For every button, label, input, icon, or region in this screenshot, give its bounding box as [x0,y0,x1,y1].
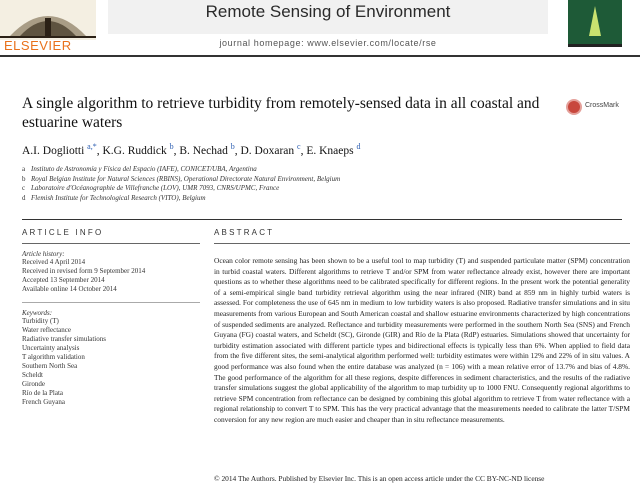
author-name[interactable]: K.G. Ruddick [102,144,167,157]
affiliation-item: a Instituto de Astronomía y Física del Espacio (IAFE), CONICET/UBA, Argentina [22,165,257,173]
history-item: Received 4 April 2014 [22,258,86,266]
author-name[interactable]: E. Knaeps [306,144,354,157]
elsevier-logo[interactable] [0,0,96,54]
author-name[interactable]: D. Doxaran [240,144,295,157]
keywords-list [22,317,200,407]
journal-header [0,0,640,56]
keywords-label: Keywords: [22,309,53,317]
article-history-list [22,258,200,294]
author-affiliation-link[interactable]: b [169,142,174,151]
affiliation-item: c Laboratoire d'Océanographie de Villefranche (LOV), UMR 7093, CNRS/UPMC, France [22,184,280,192]
keyword-item[interactable]: Southern North Sea [22,362,78,370]
cover-graphic [589,6,601,36]
keyword-item[interactable]: Turbidity (T) [22,317,59,325]
keyword-item[interactable]: Water reflectance [22,326,71,334]
history-item: Accepted 13 September 2014 [22,276,105,284]
crossmark-label: CrossMark [585,102,619,109]
article-history-label: Article history: [22,250,65,258]
heading-rule [214,243,630,244]
keyword-item[interactable]: Radiative transfer simulations [22,335,106,343]
history-item: Available online 14 October 2014 [22,285,117,293]
article-info-heading: ARTICLE INFO [22,228,104,237]
author-name[interactable]: A.I. Dogliotti [22,144,85,157]
header-divider [0,55,640,57]
author-list: A.I. Dogliotti $^{a,*}$, K.G. Ruddick $^b$, B. Nechad $^b$, D. Doxaran $^c$, E. Knaeps $^d$ [22,142,361,157]
keyword-item[interactable]: French Guyana [22,398,65,406]
article-title: A single algorithm to retrieve turbidity from remotely-sensed data in all coastal and estuarine waters [22,95,540,131]
section-divider [22,219,622,220]
affiliation-item: b Royal Belgian Institute for Natural Sciences (RBINS), Operational Directorate Natural Environment, Belgium [22,174,341,183]
author-affiliation-link[interactable]: a,* [87,142,97,151]
journal-title-band [108,0,548,34]
journal-cover-thumbnail[interactable] [568,0,622,47]
author-affiliation-link[interactable]: c [297,142,301,151]
abstract-panel [214,228,630,426]
keyword-item[interactable]: Gironde [22,380,45,388]
author-affiliation-link[interactable]: d [356,142,361,151]
info-separator [22,302,200,303]
crossmark-icon [566,99,582,115]
affiliation-list [22,165,622,203]
keyword-item[interactable]: Uncertainty analysis [22,344,80,352]
journal-title[interactable]: Remote Sensing of Environment [205,2,451,21]
publisher-name: ELSEVIER [4,38,72,53]
abstract-text: Ocean color remote sensing has been shown to be a useful tool to map turbidity (T) and suspended particulate matter (SPM) concentration in turbid coastal waters. Different algorithms to retrieve T and/or SPM from water reflectance already exist, however there are important questions as to whether these algorithms need to be calibrated specifically for different regions. In the present work the potential generality of a semi-empirical single band turbidity retrieval algorithm using the near infrared (NIR) band at 859 nm in highly turbid waters is assessed. For completeness the use of 645 nm in medium to low turbidity waters is also proposed. Radiative transfer simulations and in situ measurements from various European and South American coastal and shallow estuarine environments characterized by high concentrations of suspended sediments are analyzed. Reflectance and turbidity measurements were performed in the southern North Sea (SNS) and French Guyana (FG) coastal waters, and Scheldt (SC), Gironde (GIR) and Río de la Plata (RdP) estuaries. Simulations showed that uncertainty for turbidity estimation associated with different particle types and bidirectional effects is typically less than 6%. When applied to field data from the five different sites, the semi-analytical algorithm performed well: turbidity estimates were within 12% and 22% of in situ values. A good performance was also found when the entire database was analyzed (n = 106) with a mean relative error of 13.7% and bias of 4.8%. The good performance of the algorithm for all these regions, despite differences in sediment characteristics, and the results of the radiative transfer simulations suggest the global applicability of the algorithm to map turbidity up to 1000 FNU. Consequently regional algorithms to retrieve SPM concentration from reflectance can be designed by combining this global algorithm to retrieve T from water reflectance with a regional relationship to convert T to SPM. This has the very practical advantage that the measurements needed to calibrate the latter T/SPM conversion for any new region are much easier and cheaper than in situ reflectance measurements. [214,256,630,424]
keyword-item[interactable]: Scheldt [22,371,43,379]
elsevier-tree-icon [0,0,96,40]
author-name[interactable]: B. Nechad [179,144,228,157]
author-affiliation-link[interactable]: b [230,142,235,151]
article-info-panel [22,228,200,407]
copyright-notice: © 2014 The Authors. Published by Elsevier Inc. This is an open access article under the CC BY-NC-ND license [214,474,545,483]
keyword-item[interactable]: Río de la Plata [22,389,64,397]
affiliation-item: d Flemish Institute for Technological Research (VITO), Belgium [22,193,206,202]
journal-homepage-link[interactable]: journal homepage: www.elsevier.com/locate/rse [219,38,437,48]
history-item: Received in revised form 9 September 2014 [22,267,146,275]
abstract-heading: ABSTRACT [214,228,275,237]
heading-rule [22,243,200,244]
crossmark-button[interactable] [566,98,630,122]
keyword-item[interactable]: T algorithm validation [22,353,85,361]
